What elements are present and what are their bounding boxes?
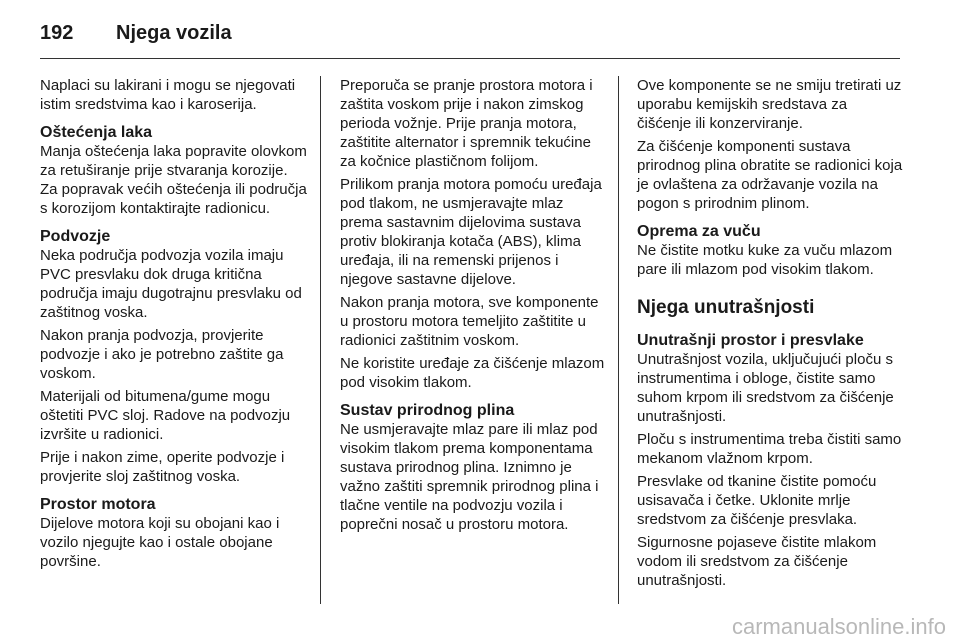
header-rule (40, 58, 900, 59)
paragraph-motor-1: Preporuča se pranje prostora motora i zaštita voskom prije i nakon zimskog perioda vožnje. Prije pranja motora, zaštitite alternator i spremnik tekućine za kočnice plastičnom folijom. (340, 77, 593, 170)
column-divider-1 (320, 76, 321, 604)
paragraph-komponente-2: Za čišćenje komponenti sustava prirodnog plina obratite se radionici koja je ovlaštena za održavanje vozila na pogon s prirodnim plinom. (637, 138, 903, 212)
paragraph-motor-3: Nakon pranja motora, sve komponente u prostoru motora temeljito zaštitite u radionici zaštitnim voskom. (340, 294, 599, 349)
paragraph-unutrasnjost-2: Ploču s instrumentima treba čistiti samo mekanom vlažnom krpom. (637, 431, 902, 467)
paragraph-motor-2: Prilikom pranja motora pomoću uređaja pod tlakom, ne usmjeravajte mlaz prema sastavnim dijelovima sustava protiv blokiranja kotača (ABS), klima uređaja, ili na remenski prijenos i njegove sastavne dijelove. (340, 176, 602, 288)
paragraph-motor-4: Ne koristite uređaje za čišćenje mlazom pod visokim tlakom. (340, 355, 605, 391)
column-2 (340, 76, 608, 538)
paragraph-oprema: Ne čistite motku kuke za vuču mlazom pare ili mlazom pod visokim tlakom. (637, 242, 893, 278)
paragraph-podvozje-1: Neka područja podvozja vozila imaju PVC presvlaku dok druga kritična područja imaju dugotrajnu presvlaku od zaštitnog voska. (40, 247, 302, 321)
paragraph-ostecenja: Manja oštećenja laka popravite olovkom za retuširanje prije stvaranja korozije. Za popravak većih oštećenja ili područja s korozijom kontaktirajte radionicu. (40, 143, 307, 217)
watermark: carmanualsonline.info (731, 614, 946, 639)
paragraph-podvozje-2: Nakon pranja podvozja, provjerite podvozje i ako je potrebno zaštite ga voskom. (40, 327, 284, 382)
paragraph-unutrasnjost-4: Sigurnosne pojaseve čistite mlakom vodom ili sredstvom za čišćenje unutrašnjosti. (637, 534, 877, 589)
heading-ostecenja-laka: Oštećenja laka (40, 124, 153, 141)
paragraph-podvozje-3: Materijali od bitumena/gume mogu oštetiti PVC sloj. Radove na podvozju izvršite u radionici. (40, 388, 291, 443)
heading-oprema-za-vucu: Oprema za vuču (637, 223, 761, 240)
paragraph-unutrasnjost-3: Presvlake od tkanine čistite pomoću usisavača i četke. Uklonite mrlje sredstvom za čišćenje presvlaka. (637, 473, 877, 528)
heading-njega-unutrasnjosti: Njega unutrašnjosti (637, 297, 815, 318)
heading-podvozje: Podvozje (40, 228, 111, 245)
column-divider-2 (618, 76, 619, 604)
intro-paragraph: Naplaci su lakirani i mogu se njegovati istim sredstvima kao i karoserija. (40, 77, 296, 113)
page-title: Njega vozila (116, 22, 232, 44)
heading-sustav-prirodnog-plina: Sustav prirodnog plina (340, 402, 515, 419)
paragraph-komponente-1: Ove komponente se ne smiju tretirati uz uporabu kemijskih sredstava za čišćenje ili konzerviranje. (637, 77, 902, 132)
paragraph-podvozje-4: Prije i nakon zime, operite podvozje i provjerite sloj zaštitnog voska. (40, 449, 285, 485)
page-number: 192 (40, 22, 74, 44)
paragraph-sustav-plina: Ne usmjeravajte mlaz pare ili mlaz pod visokim tlakom prema komponentama sustava prirodnog plina. Iznimno je važno zaštiti spremnik prirodnog plina i tlačne ventile na podvozju vozila i poprečni nosač u prostoru motora. (340, 421, 599, 533)
column-3 (637, 76, 903, 594)
paragraph-unutrasnjost-1: Unutrašnjost vozila, uključujući ploču s instrumentima i obloge, čistite samo suhom krpom ili sredstvom za čišćenje unutrašnjosti. (637, 351, 894, 425)
heading-unutrasnji-prostor: Unutrašnji prostor i presvlake (637, 332, 864, 349)
heading-prostor-motora: Prostor motora (40, 496, 156, 513)
paragraph-prostor-motora: Dijelove motora koji su obojani kao i vozilo njegujte kao i ostale obojane površine. (40, 515, 280, 570)
column-1 (40, 76, 308, 575)
